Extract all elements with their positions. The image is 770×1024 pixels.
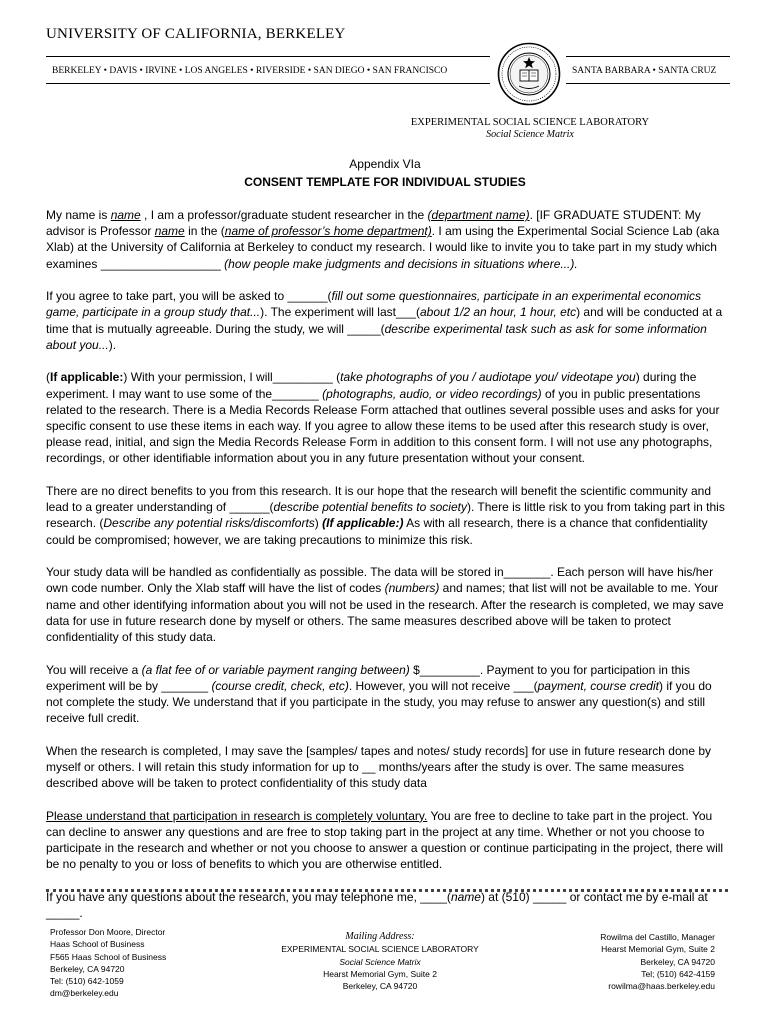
paragraph-payment <box>46 662 730 727</box>
placeholder-payment-method: (course credit, check, etc) <box>211 678 349 693</box>
lab-name: EXPERIMENTAL SOCIAL SCIENCE LABORATORY <box>410 117 650 128</box>
paragraph-voluntary <box>46 808 730 873</box>
paragraph-procedures <box>46 288 730 353</box>
text: ) at (510) _____ or contact me by e-mail at _____. <box>46 890 708 921</box>
director-school: Haas School of Business <box>50 939 145 950</box>
if-applicable-label: If applicable: <box>50 370 124 385</box>
mailing-city: Berkeley, CA 94720 <box>342 981 418 992</box>
placeholder-advisor-name: name <box>154 224 185 239</box>
appendix-label: Appendix VIa <box>349 157 421 171</box>
text: ) during the experiment. I may want to use some of the_______ <box>46 370 697 401</box>
campus-rule-right <box>566 83 730 84</box>
director-office: F565 Haas School of Business <box>50 951 167 962</box>
text: in the ( <box>184 224 225 239</box>
text: ) and will be conducted at a time that is mutually agreeable. During the study, we will _____( <box>46 305 723 336</box>
paragraph-media <box>46 369 730 466</box>
placeholder-media-type: take photographs of you / audiotape you/ videotape you <box>340 370 636 385</box>
manager-office: Hearst Memorial Gym, Suite 2 <box>601 944 715 955</box>
lab-heading <box>380 117 680 140</box>
text: . I am using the Experimental Social Science Lab (aka Xlab) at the University of California at Berkeley to conduct my research. I would like to invite you to take part in my study which examines <box>46 224 720 271</box>
director-email: dm@berkeley.edu <box>50 988 119 999</box>
mailing-address-label: Mailing Address: <box>345 931 415 942</box>
paragraph-data-retention <box>46 743 730 792</box>
text: . [IF GRADUATE STUDENT: My advisor is Professor <box>46 208 701 239</box>
if-applicable-label: (If applicable:) <box>322 516 404 531</box>
text: ( <box>46 370 50 385</box>
text: When the research is completed, I may save the [samples/ tapes and notes/ study records] for use in future research done by myself or others. I will retain this study information for up to __ months/years after the study is over. The same measures described above will be taken to protect confidentiality of this study data <box>46 743 712 791</box>
text: of you in public presentations related to the research. There is a Media Records Release Form attached that outlines several possible uses and asks for your specific consent to use these items in each way. If you agree to allow these items to be used after this research study is over, please read, initial, and sign the Media Records Release Form in addition to this consent form. I will not use any photographs, recordings, or other identifiable information about you in any future presentation without your consent. <box>46 386 720 466</box>
blank-line: __________________ <box>100 256 221 271</box>
placeholder-payment-amount: (a flat fee of or variable payment ranging between) <box>141 662 410 677</box>
placeholder-recordings: (photographs, audio, or video recordings) <box>322 386 542 401</box>
text: You are free to decline to take part in the project. You can decline to answer any questions and are free to stop taking part in the project at any time. Whether or not you choose to participate in the research and whether or not you choose to answer a question or continue participating in the project, there will be no penalty to you or loss of benefits to which you are otherwise entitled. <box>46 808 724 872</box>
director-name: Professor Don Moore, Director <box>50 927 166 937</box>
placeholder-risks: Describe any potential risks/discomforts <box>103 516 315 531</box>
text: As with all research, there is a chance that confidentiality could be compromised; however, we are taking precautions to minimize this risk. <box>46 516 708 547</box>
paragraph-introduction <box>46 207 730 272</box>
footer-manager <box>560 931 715 992</box>
manager-name: Rowilma del Castillo, Manager <box>600 932 715 942</box>
placeholder-study-topic: (how people make judgments and decisions in situations where...). <box>220 256 578 271</box>
paragraph-confidentiality <box>46 564 730 645</box>
manager-email: rowilma@haas.berkeley.edu <box>608 981 715 992</box>
text: , I am a professor/graduate student researcher in the <box>140 208 428 222</box>
text: $_________. Payment to you for participation in this experiment will be by _______ <box>46 662 690 693</box>
text: If you agree to take part, you will be asked to ______( <box>46 289 332 304</box>
text: ). The experiment will last___( <box>260 305 420 320</box>
header-rule-left <box>46 56 490 57</box>
text: Your study data will be handled as confidentially as possible. The data will be stored in_______. Each person will have his/her own code number. Only the Xlab staff will have the list of codes <box>46 565 714 596</box>
placeholder-numbers: (numbers) <box>384 581 440 596</box>
campus-list-right: SANTA BARBARA • SANTA CRUZ <box>572 66 717 76</box>
university-title: UNIVERSITY OF CALIFORNIA, BERKELEY <box>46 26 346 42</box>
placeholder-benefits: describe potential benefits to society <box>273 500 467 515</box>
text: There are no direct benefits to you from this research. It is our hope that the research will benefit the scientific community and lead to a greater understanding of ______( <box>46 484 711 515</box>
director-phone: Tel: (510) 642-1059 <box>50 976 124 987</box>
paragraph-contact <box>46 889 730 921</box>
campus-list-left: BERKELEY • DAVIS • IRVINE • LOS ANGELES • RIVERSIDE • SAN DIEGO • SAN FRANCISCO <box>52 66 448 76</box>
placeholder-name: name <box>110 208 141 222</box>
text: ) <box>314 516 323 531</box>
placeholder-payment-type: payment, course credit <box>537 678 659 693</box>
campus-rule-left <box>46 83 490 84</box>
placeholder-department: (department name) <box>427 208 530 222</box>
lab-subtitle: Social Science Matrix <box>486 129 574 140</box>
text: You will receive a <box>46 662 142 677</box>
text: If you have any questions about the research, you may telephone me, ____( <box>46 890 451 905</box>
placeholder-task: describe experimental task such as ask for some information about you... <box>46 321 707 352</box>
document-title: CONSENT TEMPLATE FOR INDIVIDUAL STUDIES <box>244 175 526 189</box>
consent-body <box>46 207 730 938</box>
paragraph-benefits-risks <box>46 483 730 548</box>
mailing-matrix: Social Science Matrix <box>339 956 421 967</box>
text: ) With your permission, I will_________ ( <box>123 370 341 385</box>
voluntary-statement: Please understand that participation in research is completely voluntary. <box>46 808 428 823</box>
manager-city: Berkeley, CA 94720 <box>640 956 715 967</box>
text: ) if you do not complete the study. We understand that if you participate in the study, you may refuse to answer any question(s) and still receive full credit. <box>46 678 712 726</box>
mailing-lab-name: EXPERIMENTAL SOCIAL SCIENCE LABORATORY <box>281 944 479 955</box>
header-rule-right <box>566 56 730 57</box>
footer-mailing-address <box>265 931 495 992</box>
manager-phone: Tel; (510) 642-4159 <box>641 968 715 979</box>
footer-director <box>50 926 166 1000</box>
text: . However, you will not receive ___( <box>348 678 538 693</box>
text: and names; that list will not be available to me. Your name and other identifying information about you will not be used in the research. After the research is completed, we may save data for use in future research done by myself or others. The same measures described above will be taken to protect confidentiality of this study data. <box>46 581 724 645</box>
placeholder-advisor-department: name of professor’s home department) <box>224 224 432 239</box>
text: ). There is little risk to you from taking part in this research. ( <box>46 500 725 531</box>
placeholder-duration: about 1/2 an hour, 1 hour, etc <box>419 305 577 320</box>
placeholder-activities: fill out some questionnaires, participate in an experimental economics game, participate in a group study that... <box>46 289 702 320</box>
director-city: Berkeley, CA 94720 <box>50 963 125 974</box>
text: ). <box>108 337 117 352</box>
text: My name is <box>46 208 111 222</box>
placeholder-contact-name: name <box>450 890 481 905</box>
university-seal-icon <box>497 42 561 106</box>
mailing-street: Hearst Memorial Gym, Suite 2 <box>323 968 437 979</box>
footer-separator <box>46 889 728 892</box>
